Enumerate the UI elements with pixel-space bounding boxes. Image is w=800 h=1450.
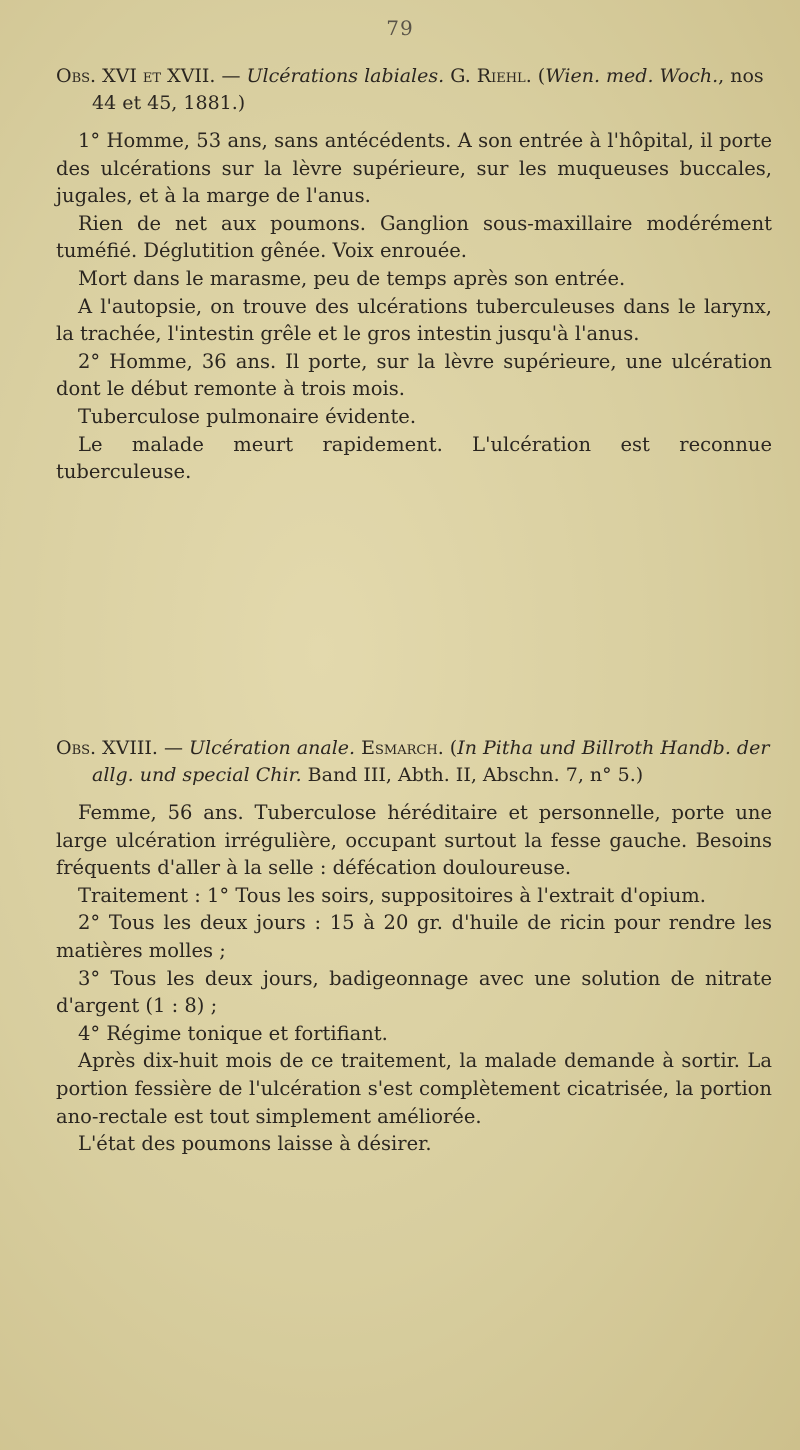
reference-details: Band III, Abth. II, Abschn. 7, n° 5.) bbox=[301, 764, 644, 786]
observation-title: Ulcérations labiales. bbox=[246, 65, 445, 87]
paragraph: 3° Tous les deux jours, badigeonnage avec une solution de nitrate d'argent (1 : 8) ; bbox=[56, 966, 772, 1018]
paragraph: 1° Homme, 53 ans, sans antécédents. A son entrée à l'hôpital, il porte des ulcérations sur la lèvre supérieure, sur les muqueuses buccales, jugales, et à la marge de l'anus. bbox=[56, 129, 772, 208]
observation-18 bbox=[56, 735, 772, 1158]
author-name: Riehl bbox=[476, 65, 526, 87]
paragraph: Rien de net aux poumons. Ganglion sous-maxillaire modérément tuméfié. Déglutition gênée. Voix enrouée. bbox=[56, 211, 772, 263]
observation-heading bbox=[56, 735, 772, 789]
source-name: In Pitha und Billroth Handb. der allg. und special Chir. bbox=[92, 737, 770, 786]
heading-dash: — bbox=[215, 65, 247, 87]
paragraph: A l'autopsie, on trouve des ulcérations tuberculeuses dans le larynx, la trachée, l'intestin grêle et le gros intestin jusqu'à l'anus. bbox=[56, 294, 772, 346]
paragraph: 2° Tous les deux jours : 15 à 20 gr. d'huile de ricin pour rendre les matières molles ; bbox=[56, 911, 772, 962]
paragraph: Femme, 56 ans. Tuberculose héréditaire et personnelle, porte une large ulcération irrégulière, occupant surtout la fesse gauche. Besoins fréquents d'aller à la selle : défécation douloureuse. bbox=[56, 801, 772, 880]
ref-open: . ( bbox=[437, 737, 458, 759]
observation-heading bbox=[56, 63, 772, 117]
observation-label: Obs. XVI et XVII. bbox=[56, 65, 216, 87]
observation-title: Ulcération anale. bbox=[189, 737, 356, 759]
paragraph: 2° Homme, 36 ans. Il porte, sur la lèvre supérieure, une ulcération dont le début remonte à trois mois. bbox=[56, 349, 772, 401]
observation-16-17 bbox=[56, 63, 772, 486]
author-name: Esmarch bbox=[355, 737, 438, 759]
heading-dash: — bbox=[157, 737, 190, 759]
paragraph: 4° Régime tonique et fortifiant. bbox=[78, 1021, 388, 1045]
author-initial: G. bbox=[444, 65, 477, 87]
paragraph: L'état des poumons laisse à désirer. bbox=[78, 1132, 432, 1156]
page-number: 79 bbox=[386, 16, 414, 40]
reference-details: , nos 44 et 45, 1881.) bbox=[92, 65, 764, 114]
paragraph: Traitement : 1° Tous les soirs, suppositoires à l'extrait d'opium. bbox=[78, 883, 706, 907]
journal-name: Wien. med. Woch. bbox=[545, 65, 719, 87]
paragraph: Tuberculose pulmonaire évidente. bbox=[78, 404, 417, 428]
paragraph: Mort dans le marasme, peu de temps après son entrée. bbox=[78, 266, 626, 290]
paragraph: Après dix-huit mois de ce traitement, la malade demande à sortir. La portion fessière de l'ulcération s'est complètement cicatrisée, la portion ano-rectale est tout simplement améliorée. bbox=[56, 1049, 772, 1128]
observation-label: Obs. XVIII. bbox=[56, 737, 158, 759]
paragraph: Le malade meurt rapidement. L'ulcération est reconnue tuberculeuse. bbox=[56, 432, 772, 484]
ref-open: . ( bbox=[525, 65, 546, 87]
